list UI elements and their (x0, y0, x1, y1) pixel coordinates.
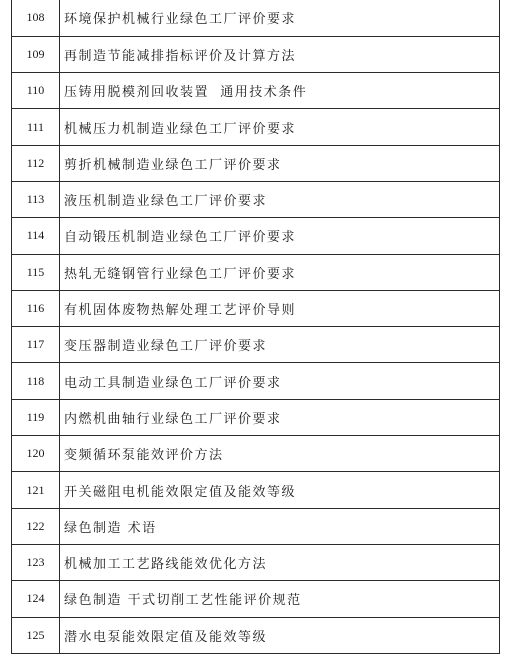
table-row (12, 109, 500, 145)
table-row (12, 472, 500, 508)
table-row (12, 399, 500, 435)
row-number: 120 (12, 436, 60, 472)
table-row (12, 181, 500, 217)
table-row (12, 436, 500, 472)
row-number: 117 (12, 327, 60, 363)
row-number: 109 (12, 36, 60, 72)
row-number: 113 (12, 181, 60, 217)
row-number: 114 (12, 218, 60, 254)
standard-title: 潜水电泵能效限定值及能效等级 (60, 617, 500, 653)
row-number: 118 (12, 363, 60, 399)
standard-title: 内燃机曲轴行业绿色工厂评价要求 (60, 399, 500, 435)
row-number: 110 (12, 73, 60, 109)
standard-title: 机械加工工艺路线能效优化方法 (60, 544, 500, 580)
standard-title: 有机固体废物热解处理工艺评价导则 (60, 290, 500, 326)
standard-title: 电动工具制造业绿色工厂评价要求 (60, 363, 500, 399)
table-row (12, 36, 500, 72)
standards-table (11, 0, 500, 654)
standard-title: 绿色制造 术语 (60, 508, 500, 544)
standard-title: 再制造节能减排指标评价及计算方法 (60, 36, 500, 72)
row-number: 123 (12, 544, 60, 580)
table-row (12, 363, 500, 399)
standard-title: 剪折机械制造业绿色工厂评价要求 (60, 145, 500, 181)
standard-title: 压铸用脱模剂回收装置 通用技术条件 (60, 73, 500, 109)
standard-title: 变频循环泵能效评价方法 (60, 436, 500, 472)
table-row (12, 290, 500, 326)
table-row (12, 544, 500, 580)
standard-title: 绿色制造 干式切削工艺性能评价规范 (60, 581, 500, 617)
table-row (12, 617, 500, 653)
table-row (12, 145, 500, 181)
standard-title: 环境保护机械行业绿色工厂评价要求 (60, 0, 500, 36)
table-row (12, 254, 500, 290)
row-number: 124 (12, 581, 60, 617)
row-number: 108 (12, 0, 60, 36)
row-number: 125 (12, 617, 60, 653)
table-row (12, 327, 500, 363)
row-number: 122 (12, 508, 60, 544)
table-body (12, 0, 500, 653)
table-row (12, 73, 500, 109)
row-number: 121 (12, 472, 60, 508)
row-number: 111 (12, 109, 60, 145)
standard-title: 自动锻压机制造业绿色工厂评价要求 (60, 218, 500, 254)
table-row (12, 581, 500, 617)
standard-title: 机械压力机制造业绿色工厂评价要求 (60, 109, 500, 145)
row-number: 119 (12, 399, 60, 435)
row-number: 116 (12, 290, 60, 326)
standard-title: 热轧无缝钢管行业绿色工厂评价要求 (60, 254, 500, 290)
standard-title: 液压机制造业绿色工厂评价要求 (60, 181, 500, 217)
standard-title: 开关磁阻电机能效限定值及能效等级 (60, 472, 500, 508)
table-row (12, 508, 500, 544)
row-number: 112 (12, 145, 60, 181)
table-row (12, 0, 500, 36)
standard-title: 变压器制造业绿色工厂评价要求 (60, 327, 500, 363)
table-row (12, 218, 500, 254)
row-number: 115 (12, 254, 60, 290)
